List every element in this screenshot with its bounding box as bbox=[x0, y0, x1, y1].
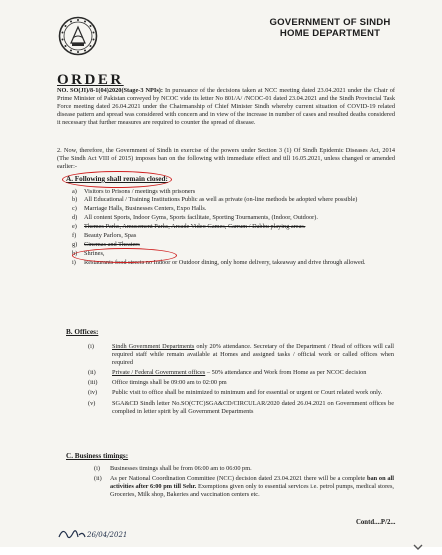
list-item: d) All content Sports, Indoor Gyms, Sports facilitate, Sporting Tournaments, (Indoor, Outdoor). bbox=[72, 214, 318, 222]
list-item: i) Restaurants food streets no Indoor or Outdoor dining, only home delivery, takeaway and drive through allowed. bbox=[72, 258, 366, 266]
paragraph-2: 2. Now, therefore, the Government of Sindh in exercise of the powers under Section 3 (1) Of Sindh Epidemic Diseases Act, 2014 (The Sindh Act VIII of 2015) imposes ban on the following with immediate effect and till 16.05.2021, unless changed or amended earlier:- bbox=[57, 147, 395, 171]
letterhead-line-1: GOVERNMENT OF SINDH bbox=[269, 17, 391, 28]
list-item: (ii) As per National Coordination Committee (NCC) decision dated 23.04.2021 there will be a complete ban on all activities after 6:00 pm till Sehr. Exemptions given only to essential services i.e. petrol pumps, medical stores, Groceries, Milk shop, Bakeries and vaccination centers etc. bbox=[94, 475, 394, 499]
svg-text:26/04/2021: 26/04/2021 bbox=[87, 531, 128, 539]
list-item: b) All Educational / Training Institutions Public as well as private (on-line methods be adopted where possible) bbox=[72, 196, 358, 204]
list-item: c) Marriage Halls, Businesses Centers, Expo Halls. bbox=[72, 205, 207, 213]
list-item: f) Beauty Parlors, Spas bbox=[72, 232, 137, 240]
section-b-list bbox=[88, 343, 394, 416]
handwritten-signature bbox=[57, 523, 137, 545]
list-item: e) Themes Parks, Amusement Parks, Arcade Video Games, Carrum / Dabbu playing areas. bbox=[72, 223, 306, 231]
list-item: a) Visitors to Prisons / meetings with prisoners bbox=[72, 188, 196, 195]
paragraph-1-text: In pursuance of the decisions taken at NCC meeting dated 23.04.2021 under the Chair of Prime Minister of Pakistan conveyed by NCOC vide its letter No 801/A/ /NCOC-01 dated 23.04.2021 and the Sindh Provincial Task Force meeting dated 26.04.2021 under the Chairmanship of Chief Minister Sindh whereby current situation of COVID-19 related disease pattern and spread was considered with concern and in view of the increase in number of cases and resulted deaths considered it necessary that further measures are required to counter the spread of disease. bbox=[57, 87, 395, 127]
red-circle-annotation bbox=[72, 248, 177, 263]
list-item: (i) Sindh Government Departments only 20% attendance. Secretary of the Department / Head of offices will call required staff while remain available at Homes and assigned tasks / official work or called offices when required bbox=[88, 343, 395, 367]
red-circle-annotation bbox=[62, 171, 172, 188]
list-item: g) Cinemas and Theaters bbox=[72, 240, 140, 248]
section-c-heading: C. Business timings: bbox=[66, 452, 129, 460]
government-seal-icon bbox=[58, 16, 98, 56]
order-title: ORDER bbox=[57, 72, 124, 88]
section-a-heading: A. Following shall remain closed: bbox=[66, 175, 168, 183]
letterhead bbox=[245, 17, 415, 39]
viewer-bottom-bar bbox=[0, 547, 442, 555]
section-c-list bbox=[94, 465, 394, 499]
continued-note: Contd....P/2... bbox=[356, 519, 396, 526]
paragraph-1 bbox=[57, 87, 395, 127]
list-item: (v) SGA&CD Sindh letter No.SO(CTC)SGA&CD/CIRCULAR/2020 dated 26.04.2021 on Government offices be complied in letter spirit by all Government Departments bbox=[88, 399, 394, 415]
letterhead-line-2: HOME DEPARTMENT bbox=[279, 28, 381, 39]
list-item: (i) Businesses timings shall be from 06:00 am to 06:00 pm. bbox=[94, 465, 252, 472]
list-item: (ii) Private / Federal Government offices – 50% attendance and Work from Home as per NCOC decision bbox=[88, 369, 367, 377]
list-item: (iii) Office timings shall be 09:00 am to 02:00 pm bbox=[88, 379, 227, 387]
section-b-heading: B. Offices: bbox=[66, 328, 99, 336]
list-item: h) Shrines, bbox=[72, 249, 105, 257]
list-item: (iv) Public visit to office shall be minimized to minimum and for essential or urgent or Court related work only. bbox=[88, 389, 383, 397]
order-reference: NO. SO(JI)/8-1(04)2020(Stage-3 NPIs): bbox=[57, 87, 163, 94]
chevron-down-icon[interactable] bbox=[412, 541, 424, 553]
